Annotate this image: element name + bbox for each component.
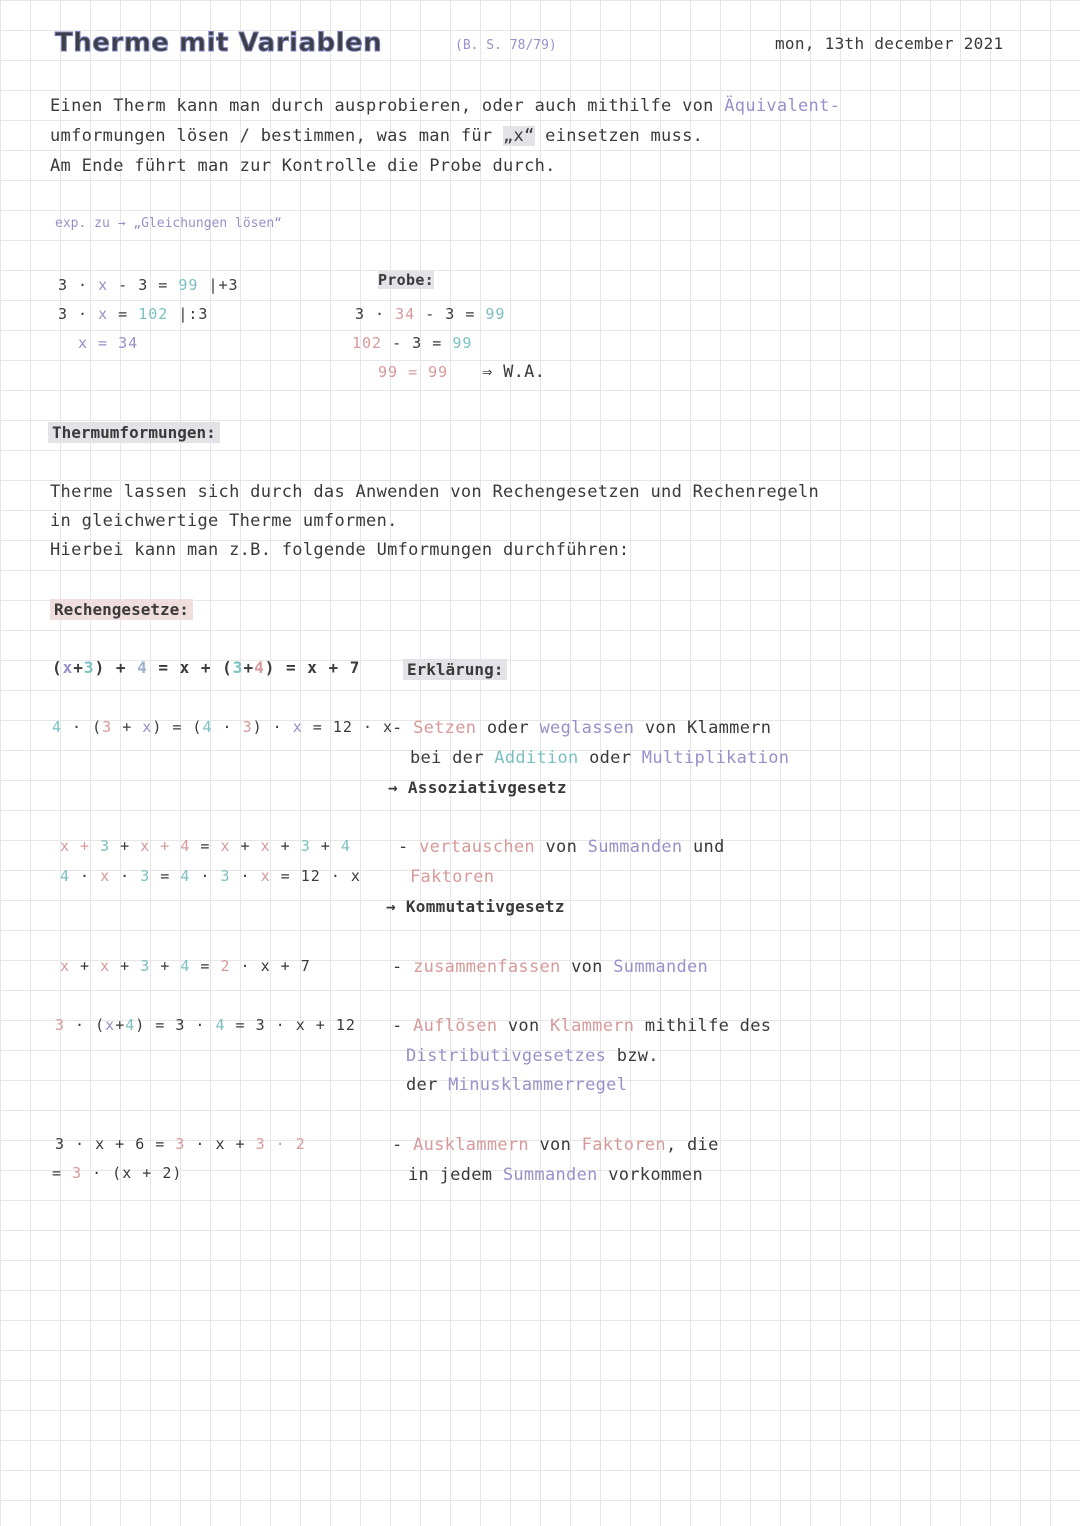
term: x + 4 <box>140 837 191 855</box>
explanation-4-line-2 <box>406 1046 659 1066</box>
term: · x + <box>185 1135 256 1153</box>
term: ) = ( <box>152 718 203 736</box>
text: bzw. <box>606 1046 659 1066</box>
keyword: Faktoren <box>581 1135 666 1155</box>
number: 4 <box>52 718 63 736</box>
keyword: zusammenfassen <box>413 957 561 977</box>
rule-factor-out-line-2 <box>52 1164 182 1182</box>
probe-label: Probe: <box>378 271 434 289</box>
operation: |:3 <box>168 305 209 323</box>
bullet: - <box>392 718 414 738</box>
rule-associative-addition <box>52 658 360 677</box>
term: + <box>270 837 301 855</box>
keyword: Summanden <box>587 837 683 857</box>
term: - 3 = <box>382 334 453 352</box>
keyword: Setzen <box>413 718 477 738</box>
keyword: Summanden <box>502 1165 598 1185</box>
explanation-5-line-1 <box>392 1135 719 1155</box>
term: ) + <box>94 658 138 677</box>
keyword: weglassen <box>539 718 635 738</box>
bullet: - <box>392 1135 414 1155</box>
text: und <box>682 837 725 857</box>
rule-commutative-multiplication <box>60 867 361 885</box>
value: 102 <box>352 334 383 352</box>
intro-text: Einen Therm kann man durch ausprobieren, oder auch mithilfe von <box>50 96 714 116</box>
keyword: Klammern <box>550 1016 635 1036</box>
rule-distributive <box>55 1016 356 1034</box>
explanation-4-line-1 <box>392 1016 771 1036</box>
term: + <box>115 1016 126 1034</box>
number: 4 <box>180 957 191 975</box>
term: + <box>310 837 341 855</box>
text: Therme lassen sich durch das Anwenden von <box>50 482 482 502</box>
term: · <box>190 867 221 885</box>
text: von <box>497 1016 551 1036</box>
term: + <box>73 658 84 677</box>
term: 3 · x + 6 = <box>55 1135 176 1153</box>
number: 3 <box>83 658 95 677</box>
section1-line-1 <box>50 482 819 502</box>
page-title: Therme mit Variablen <box>55 28 383 58</box>
number: 4 <box>180 867 191 885</box>
term: · <box>70 867 101 885</box>
term: · (x + 2) <box>82 1164 183 1182</box>
keyword: Summanden <box>613 957 709 977</box>
term: ( <box>52 658 63 677</box>
number: 3 <box>55 1016 66 1034</box>
intro-highlight: Äquivalent- <box>724 96 841 116</box>
term: 3 · <box>58 276 99 294</box>
example-equation-3: x = 34 <box>78 334 139 352</box>
intro-line-3: Am Ende führt man zur Kontrolle die Probe durch. <box>50 156 556 176</box>
term: · <box>230 867 261 885</box>
term: 3 · 2 <box>255 1135 306 1153</box>
keyword: Ausklammern <box>413 1135 529 1155</box>
term: = <box>108 305 139 323</box>
x-highlight: „x“ <box>503 126 535 146</box>
term: ) = 3 · <box>135 1016 216 1034</box>
probe-line-2 <box>352 334 472 352</box>
example-equation-1 <box>58 276 239 294</box>
variable: x <box>100 867 111 885</box>
number: 3 <box>102 718 113 736</box>
term: + <box>110 957 141 975</box>
number: 3 <box>300 837 311 855</box>
intro-text: einsetzen muss. <box>545 126 704 146</box>
text: von <box>528 1135 582 1155</box>
value: 34 <box>395 305 416 323</box>
text: von <box>560 957 614 977</box>
text: mithilfe des <box>634 1016 772 1036</box>
explanation-heading: Erklärung: <box>403 659 507 680</box>
term: = <box>52 1164 73 1182</box>
term: = 3 · x + 12 <box>225 1016 356 1034</box>
result: 99 <box>452 334 473 352</box>
explanation-1-line-1 <box>392 718 771 738</box>
cross-reference-note: exp. zu → „Gleichungen lösen“ <box>55 216 282 231</box>
term: · <box>110 867 141 885</box>
variable: x <box>260 837 271 855</box>
probe-line-3: 99 = 99 <box>378 363 449 381</box>
term: = <box>190 837 221 855</box>
number: 4 <box>254 658 265 677</box>
term: · ( <box>62 718 103 736</box>
value: 99 <box>178 276 199 294</box>
text: in jedem <box>408 1165 503 1185</box>
variable: x <box>142 718 153 736</box>
variable: x <box>60 957 71 975</box>
keyword: Distributivgesetzes <box>406 1046 607 1066</box>
number: 3 <box>232 658 244 677</box>
text: von Klammern <box>634 718 772 738</box>
probe-result: ⇒ W.A. <box>482 362 546 382</box>
number: 3 <box>140 957 151 975</box>
text: oder <box>476 718 540 738</box>
term: 3 · <box>355 305 396 323</box>
term: + <box>150 957 181 975</box>
term: - 3 = <box>415 305 486 323</box>
rule-associative-multiplication <box>52 718 393 736</box>
number: 4 <box>340 837 351 855</box>
keyword: Multiplikation <box>641 748 790 768</box>
variable: x <box>260 867 271 885</box>
value: 102 <box>138 305 169 323</box>
keyword: vertauschen <box>419 837 535 857</box>
text: der <box>406 1075 449 1095</box>
text: von <box>534 837 588 857</box>
text: oder <box>578 748 642 768</box>
term: 3 · <box>58 305 99 323</box>
keyword: Auflösen <box>413 1016 498 1036</box>
explanation-5-line-2 <box>408 1165 703 1185</box>
text: Rechengesetzen und Rechenregeln <box>492 482 820 502</box>
law-associative: → Assoziativgesetz <box>388 778 567 797</box>
text: bei der <box>410 748 495 768</box>
term: + <box>110 837 141 855</box>
term: + <box>112 718 143 736</box>
number: 4 <box>137 658 148 677</box>
explanation-3 <box>392 957 708 977</box>
text: vorkommen <box>597 1165 704 1185</box>
rule-commutative-addition <box>60 837 351 855</box>
date: mon, 13th december 2021 <box>775 34 1004 53</box>
term: - 3 = <box>108 276 179 294</box>
variable: x <box>220 837 231 855</box>
intro-line-1 <box>50 96 840 116</box>
number: 3 <box>242 718 253 736</box>
bullet: - <box>392 1016 414 1036</box>
book-reference: (B. S. 78/79) <box>455 38 557 53</box>
text: , die <box>665 1135 719 1155</box>
term: ) = x + 7 <box>264 658 361 677</box>
number: 4 <box>125 1016 136 1034</box>
number: 3 <box>175 1135 186 1153</box>
term: · ( <box>65 1016 106 1034</box>
explanation-2-line-2: Faktoren <box>410 867 495 887</box>
result: 99 <box>485 305 506 323</box>
probe-line-1 <box>355 305 505 323</box>
term: = x + ( <box>147 658 233 677</box>
law-commutative: → Kommutativgesetz <box>386 897 565 916</box>
variable: x <box>98 276 109 294</box>
term: + <box>230 837 261 855</box>
explanation-2-line-1 <box>398 837 725 857</box>
term: x + <box>60 837 101 855</box>
keyword: Minusklammerregel <box>448 1075 628 1095</box>
number: 3 <box>100 837 111 855</box>
intro-line-2 <box>50 126 703 146</box>
intro-text: umformungen lösen / bestimmen, was man für <box>50 126 493 146</box>
example-equation-2 <box>58 305 208 323</box>
number: 2 <box>220 957 231 975</box>
term: + <box>70 957 101 975</box>
term: = <box>150 867 181 885</box>
operation: |+3 <box>198 276 239 294</box>
section1-line-3: Hierbei kann man z.B. folgende Umformungen durchführen: <box>50 540 630 560</box>
rule-factor-out-line-1 <box>55 1135 306 1153</box>
section-heading-thermumformungen: Thermumformungen: <box>48 422 220 443</box>
number: 4 <box>202 718 213 736</box>
section1-line-2: in gleichwertige Therme umformen. <box>50 511 398 531</box>
term: = 12 · x <box>302 718 394 736</box>
variable: x <box>62 658 74 677</box>
term: = 12 · x <box>270 867 361 885</box>
term: + <box>243 658 255 677</box>
bullet: - <box>392 957 414 977</box>
variable: x <box>98 305 109 323</box>
term: · <box>212 718 243 736</box>
number: 4 <box>215 1016 226 1034</box>
bullet: - <box>398 837 420 857</box>
number: 3 <box>140 867 151 885</box>
number: 4 <box>60 867 71 885</box>
explanation-4-line-3 <box>406 1075 627 1095</box>
term: ) · <box>252 718 293 736</box>
explanation-1-line-2 <box>410 748 789 768</box>
variable: x <box>105 1016 116 1034</box>
number: 3 <box>220 867 231 885</box>
number: 3 <box>72 1164 83 1182</box>
term: · x + 7 <box>230 957 311 975</box>
rule-combine-summands <box>60 957 311 975</box>
variable: x <box>100 957 111 975</box>
keyword: Addition <box>494 748 579 768</box>
variable: x <box>292 718 303 736</box>
section-heading-rechengesetze: Rechengesetze: <box>50 599 193 620</box>
term: = <box>190 957 221 975</box>
